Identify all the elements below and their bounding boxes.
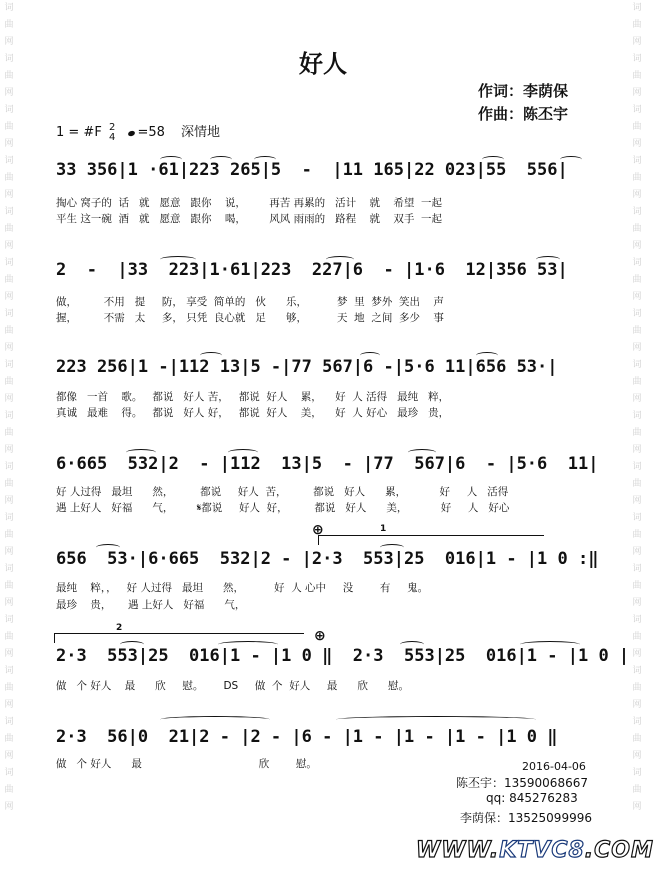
tempo: =58 xyxy=(137,125,165,140)
lyrics-row-2-verse-1: 做， 不用 提 防， 享受 简单的 伙 乐， 梦 里 梦外 笑出 声 xyxy=(56,296,444,308)
slur-mark xyxy=(476,352,498,359)
slur-mark xyxy=(160,716,270,723)
slur-mark xyxy=(254,156,276,163)
time-bottom: 4 xyxy=(108,131,116,143)
slur-mark xyxy=(482,156,504,163)
slur-mark xyxy=(200,352,222,359)
contact-qq: qq: 845276283 xyxy=(486,791,578,805)
slur-mark xyxy=(380,544,404,551)
date: 2016-04-06 xyxy=(522,760,586,773)
slur-mark xyxy=(360,352,380,359)
song-title: 好人 xyxy=(299,50,347,78)
site-suffix: .COM xyxy=(584,838,654,863)
coda-sign-icon: ⊕ xyxy=(312,522,324,538)
time-top: 2 xyxy=(108,121,116,133)
slur-mark xyxy=(326,256,354,263)
slur-mark xyxy=(228,449,258,456)
slur-mark xyxy=(96,544,120,551)
key-label: 1 = #F xyxy=(56,125,102,140)
quarter-note-icon xyxy=(128,130,136,137)
slur-mark xyxy=(160,156,182,163)
notation-row-7: 2·3 56|0 21|2 - |2 - |6 - |1 - |1 - |1 - |1 0 ‖ xyxy=(56,727,558,747)
lyrics-row-3-verse-1: 都像 一首 歌。 都说 好人 苦， 都说 好人 累， 好 人 活得 最纯 粹， xyxy=(56,391,450,403)
lyrics-row-3-verse-2: 真诚 最难 得。 都说 好人 好， 都说 好人 美， 好 人 好心 最珍 贵， xyxy=(56,407,450,419)
expression-mark: 深情地 xyxy=(181,125,221,140)
notation-row-3: 223 256|1 -|112 13|5 -|77 567|6 -|5·6 11|656 53·| xyxy=(56,357,558,377)
volta-bracket-2 xyxy=(54,633,304,634)
notation-row-2: 2 - |33 223|1·61|223 227|6 - |1·6 12|356 53| xyxy=(56,260,568,280)
volta-1-label: 1 xyxy=(380,524,387,534)
slur-mark xyxy=(560,156,582,163)
slur-mark xyxy=(408,449,436,456)
watermark-right: 词曲网词曲网词曲网词曲网词曲网词曲网词曲网词曲网词曲网词曲网词曲网词曲网词曲网词曲网词曲网词曲网 xyxy=(632,3,642,812)
slur-mark xyxy=(400,641,424,648)
lyrics-row-4-verse-1: 好 人过得 最坦 然， 都说 好人 苦， 都说 好人 累， 好 人 活得 xyxy=(56,486,509,498)
site-brand: KTVC8 xyxy=(499,838,585,863)
notation-row-1: 33 356|1 ·61|223 265|5 - |11 165|22 023|55 556| xyxy=(56,160,568,180)
contact-lyricist: 李荫保：13525099996 xyxy=(460,811,592,825)
notation-row-4: 6·665 532|2 - |112 13|5 - |77 567|6 - |5·6 11| xyxy=(56,454,599,474)
volta-2-label: 2 xyxy=(116,623,123,633)
slur-mark xyxy=(336,716,536,723)
lyricist-credit: 作词：李荫保 xyxy=(478,82,569,100)
lyrics-row-5-verse-2: 最珍 贵， 遇 上好人 好福 气， xyxy=(56,599,246,611)
slur-mark xyxy=(126,449,156,456)
notation-row-5: 656 53·|6·665 532|2 - |2·3 553|25 016|1 - |1 0 :‖ xyxy=(56,549,599,569)
lyrics-row-1-verse-2: 平生 这一碗 酒 就 愿意 跟你 喝， 风风 雨雨的 路程 就 双手 一起 xyxy=(56,213,442,225)
slur-mark xyxy=(120,641,144,648)
slur-mark xyxy=(520,641,580,648)
composer-credit: 作曲：陈丕宇 xyxy=(478,105,569,123)
lyrics-row-5-verse-1: 最纯 粹，， 好 人过得 最坦 然， 好 人 心中 没 有 鬼。 xyxy=(56,582,429,594)
notation-row-6: 2·3 553|25 016|1 - |1 0 ‖ 2·3 553|25 016|1 - |1 0 | xyxy=(56,646,630,666)
contact-composer: 陈丕宇：13590068667 xyxy=(456,776,588,790)
lyrics-row-6: 做 个 好人 最 欣 慰。 DS 做 个 好人 最 欣 慰。 xyxy=(56,680,409,692)
coda-sign-icon-2: ⊕ xyxy=(314,628,326,644)
time-signature xyxy=(109,123,115,143)
lyrics-row-4-verse-2: 遇 上好人 好福 气， 𝄋都说 好人 好， 都说 好人 美， 好 人 好心 xyxy=(56,502,510,514)
watermark-left: 词曲网词曲网词曲网词曲网词曲网词曲网词曲网词曲网词曲网词曲网词曲网词曲网词曲网词曲网词曲网词曲网 xyxy=(4,3,14,812)
volta-bracket-1 xyxy=(318,535,544,536)
volta-bracket-2-hook xyxy=(54,633,55,643)
slur-mark xyxy=(218,641,278,648)
site-prefix: WWW. xyxy=(416,838,500,863)
key-signature xyxy=(56,121,220,143)
slur-mark xyxy=(160,256,196,263)
lyrics-row-2-verse-2: 握， 不需 太 多， 只凭 良心就 足 够， 天 地 之间 多少 事 xyxy=(56,312,444,324)
slur-mark xyxy=(536,256,560,263)
slur-mark xyxy=(210,156,232,163)
lyrics-row-7: 做 个 好人 最 欣 慰。 xyxy=(56,758,317,770)
site-watermark xyxy=(416,838,654,863)
lyrics-row-1-verse-1: 掏心 窝子的 话 就 愿意 跟你 说， 再苦 再累的 活计 就 希望 一起 xyxy=(56,197,442,209)
